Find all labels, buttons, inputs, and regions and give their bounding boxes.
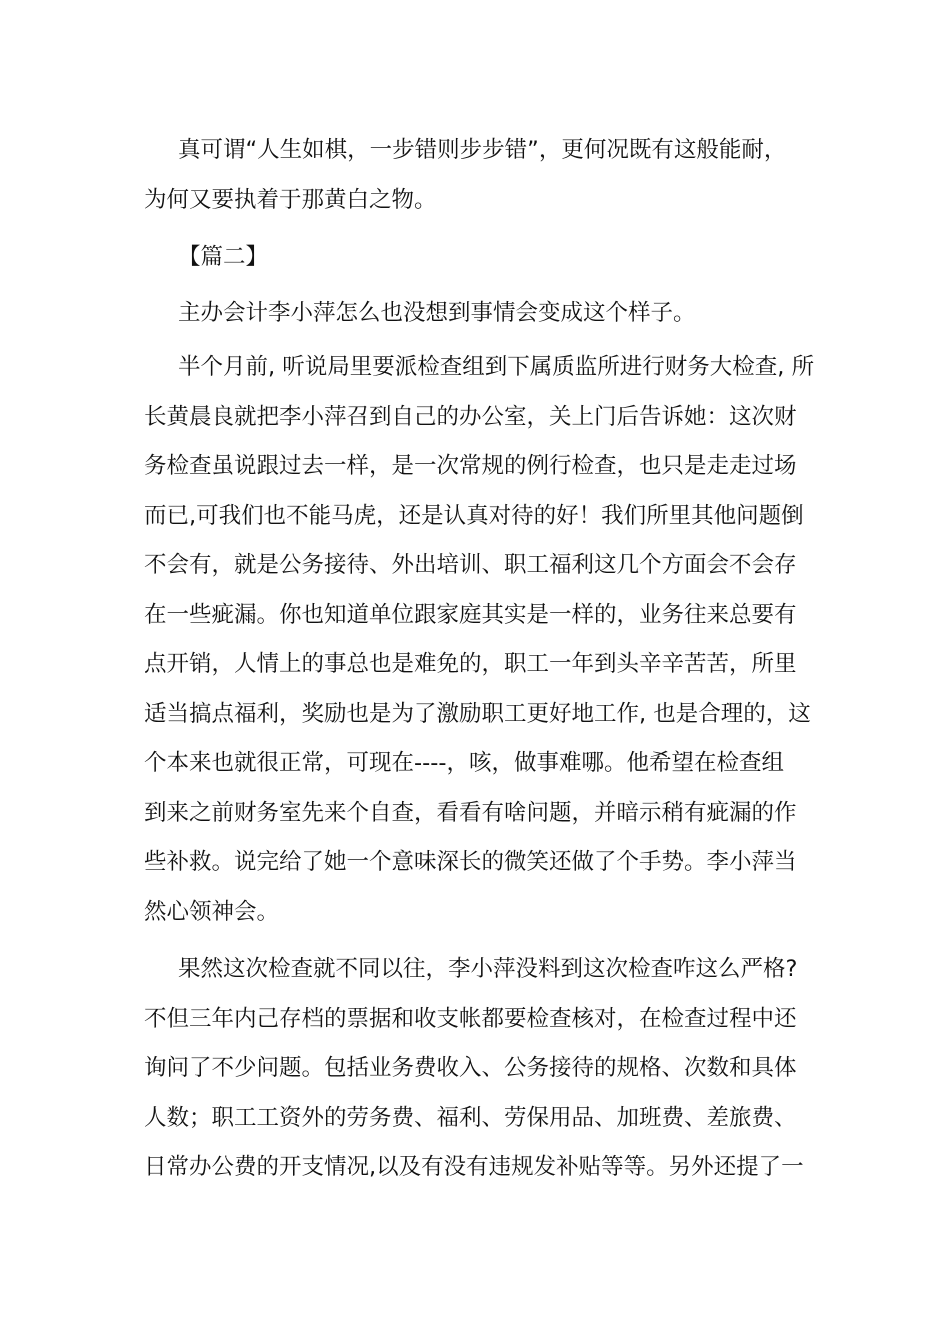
text-line: 人数；职工工资外的劳务费、福利、劳保用品、加班费、差旅费、 [144, 1104, 797, 1131]
text-line: 个本来也就很正常，可现在----，咳，做事难哪。他希望在检查组 [144, 750, 784, 776]
paragraph-4 [144, 343, 815, 937]
paragraph-3 [144, 289, 808, 339]
section-title: 【篇二】 [178, 244, 269, 270]
text-line: 果然这次检查就不同以往，李小萍没料到这次检查咋这么严格? [178, 956, 798, 982]
text-line: 不会有，就是公务接待、外出培训、职工福利这几个方面会不会存 [144, 552, 797, 578]
text-line: 到来之前财务室先来个自查，看看有啥问题，并暗示稍有疵漏的作 [144, 799, 797, 826]
text-line: 主办会计李小萍怎么也没想到事情会变成这个样子。 [178, 300, 696, 326]
text-line: 真可谓“人生如棋，一步错则步步错”，更何况既有这般能耐， [178, 137, 787, 163]
text-line: 然心领神会。 [144, 898, 280, 925]
text-line: 在一些疵漏。你也知道单位跟家庭其实是一样的，业务往来总要有 [144, 601, 797, 628]
text-line: 点开销，人情上的事总也是难免的，职工一年到头辛辛苦苦，所里 [144, 651, 797, 677]
text-line: 询问了不少问题。包括业务费收入、公务接待的规格、次数和具体 [144, 1055, 797, 1081]
section-heading [144, 233, 808, 283]
paragraph-5 [144, 945, 808, 1193]
text-line: 些补救。说完给了她一个意味深长的微笑还做了个手势。李小萍当 [144, 849, 797, 875]
text-line: 为何又要执着于那黄白之物。 [144, 186, 437, 213]
text-line: 而已,可我们也不能马虎，还是认真对待的好！我们所里其他问题倒 [144, 502, 804, 529]
paragraph-1 [144, 126, 808, 225]
text-line: 长黄晨良就把李小萍召到自己的办公室，关上门后告诉她：这次财 [144, 403, 797, 430]
text-line: 半个月前, 听说局里要派检查组到下属质监所进行财务大检查, 所 [178, 354, 815, 380]
text-line: 日常办公费的开支情况,以及有没有违规发补贴等等。另外还提了一 [144, 1154, 804, 1180]
text-line: 务检查虽说跟过去一样，是一次常规的例行检查，也只是走走过场 [144, 453, 797, 479]
text-line: 不但三年内己存档的票据和收支帐都要检查核对，在检查过程中还 [144, 1005, 797, 1032]
text-line: 适当搞点福利，奖励也是为了激励职工更好地工作, 也是合理的，这 [144, 700, 811, 727]
